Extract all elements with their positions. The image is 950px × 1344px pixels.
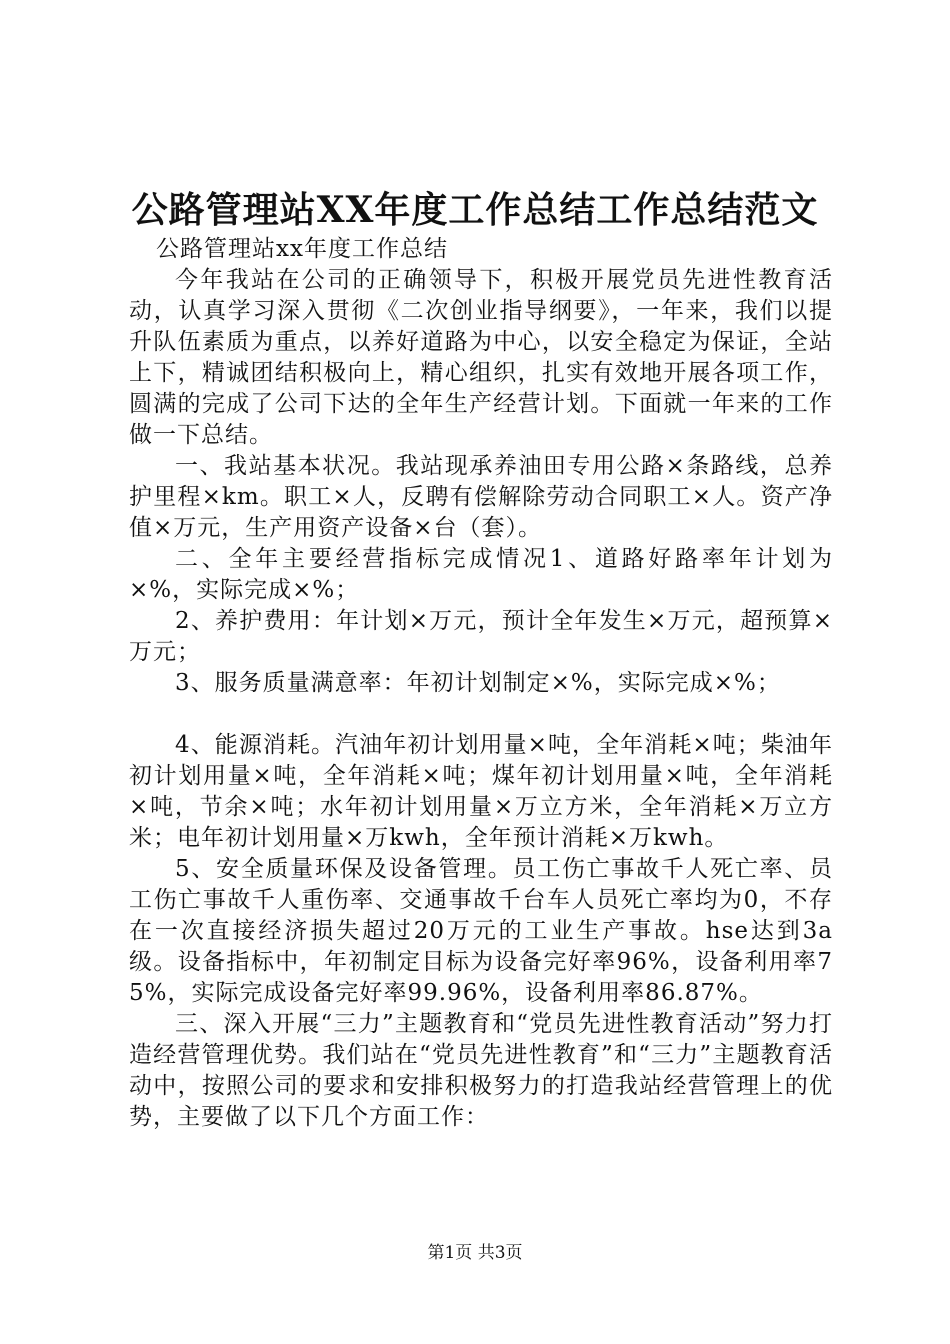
paragraph-intro: 今年我站在公司的正确领导下，积极开展党员先进性教育活动，认真学习深入贯彻《二次创业指导纲要》，一年来，我们以提升队伍素质为重点，以养好道路为中心，以安全稳定为保证，全站上下，精诚团结积极向上，精心组织，扎实有效地开展各项工作，圆满的完成了公司下达的全年生产经营计划。下面就一年来的工作做一下总结。 [129,267,833,448]
paragraph-service-quality: 3、服务质量满意率：年初计划制定×%，实际完成×%； [175,670,781,696]
paragraph-education: 三、深入开展“三力”主题教育和“党员先进性教育活动”努力打造经营管理优势。我们站在“党员先进性教育”和“三力”主题教育活动中，按照公司的要求和安排积极努力的打造我站经营管理上的优势，主要做了以下几个方面工作： [129,1011,833,1130]
page-footer: 第1页 共3页 [427,1243,523,1263]
document-subtitle: 公路管理站xx年度工作总结 [156,236,448,262]
document-body [129,234,833,1133]
paragraph-maintenance-cost: 2、养护费用：年计划×万元，预计全年发生×万元，超预算×万元； [129,608,833,665]
paragraph-indicators: 二、全年主要经营指标完成情况1、道路好路率年计划为×%，实际完成×%； [129,546,833,603]
document-title: 公路管理站XX年度工作总结工作总结范文 [131,189,819,231]
paragraph-energy: 4、能源消耗。汽油年初计划用量×吨，全年消耗×吨；柴油年初计划用量×吨，全年消耗×吨；煤年初计划用量×吨，全年消耗×吨，节余×吨；水年初计划用量×万立方米，全年消耗×万立方米；电年初计划用量×万kwh，全年预计消耗×万kwh。 [129,732,833,851]
paragraph-basic-status: 一、我站基本状况。我站现承养油田专用公路×条路线，总养护里程×km。职工×人，反聘有偿解除劳动合同职工×人。资产净值×万元，生产用资产设备×台（套）。 [129,453,833,541]
paragraph-safety: 5、安全质量环保及设备管理。员工伤亡事故千人死亡率、员工伤亡事故千人重伤率、交通事故千台车人员死亡率均为0，不存在一次直接经济损失超过20万元的工业生产事故。hse达到3a级。设备指标中，年初制定目标为设备完好率96%，设备利用率75%，实际完成设备完好率99.96%，设备利用率86.87%。 [129,856,833,1006]
